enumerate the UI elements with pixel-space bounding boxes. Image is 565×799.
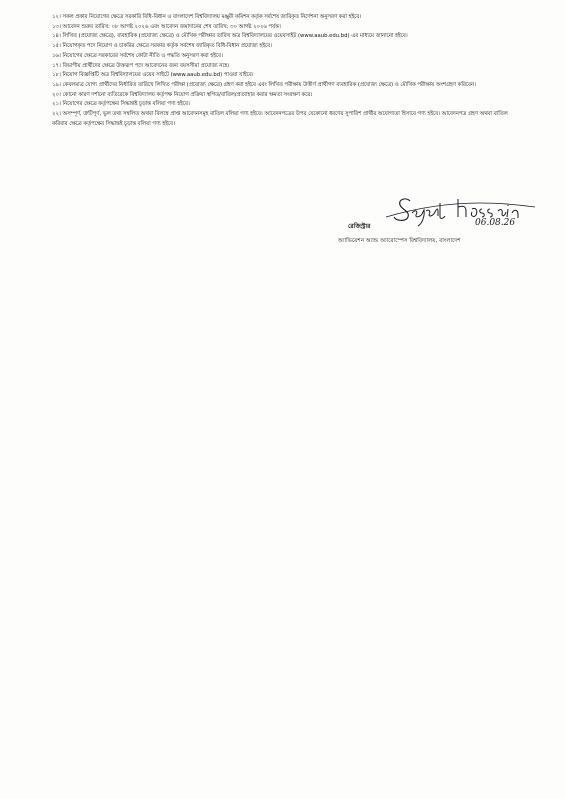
- handwritten-signature: [380, 195, 540, 235]
- notice-item-19: [52, 81, 522, 91]
- item-text: নিয়োগের ক্ষেত্রে সরকারের সর্বশেষ কোটা নীতি ও পদ্ধতি অনুসরণ করা হইবে।: [62, 52, 223, 59]
- item-number: ১৮।: [52, 72, 61, 79]
- registrar-title: রেজিস্ট্রার: [348, 223, 371, 230]
- item-number: ১৩।: [52, 23, 61, 30]
- notice-item-21: [52, 100, 522, 110]
- notice-item-15: [52, 42, 522, 52]
- notice-item-17: [52, 62, 522, 72]
- item-text: আবেদন শুরুর তারিখ: ০৮ আগষ্ট ২০২৬ এবং আবেদন জমাদানের শেষ তারিখ: ৩০ আগষ্ট ২০২৬ পর্যন্ত।: [62, 23, 281, 30]
- notice-item-22: [52, 110, 522, 129]
- notice-item-18: [52, 71, 522, 81]
- item-text: কোনো কারণ দর্শানো ব্যতিরেকে বিশ্ববিদ্যালয় কর্তৃপক্ষ নিয়োগ প্রক্রিয়া স্থগিত/বাতিল/প্রত্যাহার করার ক্ষমতা সংরক্ষণ করে।: [62, 91, 313, 98]
- item-text: সকল প্রকার নিয়োগের ক্ষেত্রে সরকারি বিধি-বিধান ও বাংলাদেশ বিশ্ববিদ্যালয় মঞ্জুরী কমিশন কর্তৃক সর্বশেষ জারিকৃত নির্দেশনা অনুসরণ করা হইবে।: [62, 14, 362, 20]
- notice-item-20: [52, 91, 522, 101]
- item-text: কেবলমাত্র যোগ্য প্রার্থীদের নির্ধারিত তারিখে লিখিত পরীক্ষা (প্রযোজ্য ক্ষেত্রে) গ্রহণ করা হইবে এবং লিখিত পরীক্ষায় উত্তীর্ণ প্রার্থীগণ ব্যবহারিক (প্রযোজ্য ক্ষেত্রে) ও মৌখিক পরীক্ষায় অংশগ্রহণ করিবেন।: [62, 81, 476, 88]
- item-number: ১৬।: [52, 52, 61, 59]
- notice-item-16: [52, 52, 522, 62]
- signature-block: [340, 195, 540, 250]
- item-number: ১৫।: [52, 43, 61, 50]
- item-number: ২২।: [52, 111, 61, 118]
- item-number: ২১।: [52, 101, 61, 108]
- item-number: ১৪।: [52, 33, 61, 40]
- item-text: নিয়োগ বিজ্ঞপ্তিটি অত্র বিশ্ববিদ্যালয়ের ওয়েব সাইটে (www.aaub.edu.bd) পাওয়া যাইবে।: [62, 72, 254, 79]
- item-text: অসম্পূর্ণ, ত্রুটিপূর্ণ, ভুল তথ্য সম্বলিত অথবা বিলম্বে প্রাপ্ত আবেদনসমূহ বাতিল বলিয়া গণ্য হইবে। আবেদনপত্রের উপর যেকোনো ধরণের সুপারিশ প্রার্থীর অযোগ্যতা হিসাবে গণ্য হইবে। আবেদনপত্র গ্রহণ অথবা বাতিল করিবার ক্ষেত্রে কর্তৃপক্ষের সিদ্ধান্তই চূড়ান্ত বলিয়া গণ্য হইবে।: [52, 111, 508, 127]
- item-number: ১৯।: [52, 81, 61, 88]
- item-text: নিয়োগকৃত পদে নিয়োগ ও চাকরির ক্ষেত্রে সরকার কর্তৃক সর্বশেষ জারিকৃত বিধি-বিধান প্রযোজ্য হইবে।: [62, 43, 272, 50]
- notice-item-13: [52, 23, 522, 33]
- notice-item-14: [52, 32, 522, 42]
- organization-name: অ্যাভিয়েশন অ্যান্ড অ্যারোস্পেস বিশ্ববিদ্যালয়, বাংলাদেশ: [338, 238, 461, 244]
- notice-item-12: [52, 13, 522, 23]
- signature-date: 06.08.26: [475, 218, 516, 228]
- item-text: বিভাগীয় প্রার্থীদের ক্ষেত্রে উক্তরূপ পদে আবেদনের জন্য বয়সসীমা প্রযোজ্য নহে।: [62, 62, 230, 69]
- notice-items: [52, 13, 522, 129]
- item-number: ১২।: [52, 14, 61, 20]
- item-number: ২০।: [52, 91, 61, 98]
- item-text: নিয়োগের ক্ষেত্রে কর্তৃপক্ষের সিদ্ধান্তই চূড়ান্ত বলিয়া গণ্য হইবে।: [62, 101, 190, 108]
- item-number: ১৭।: [52, 62, 61, 69]
- item-text: লিখিত (প্রযোজ্য ক্ষেত্রে), ব্যবহারিক (প্রযোজ্য ক্ষেত্রে) ও মৌখিক পরীক্ষার তারিখ অত্র বিশ্ববিদ্যালয়ের ওয়েবসাইট (www.aaub.edu.bd) এর মাধ্যমে জানানো হইবে।: [62, 33, 408, 40]
